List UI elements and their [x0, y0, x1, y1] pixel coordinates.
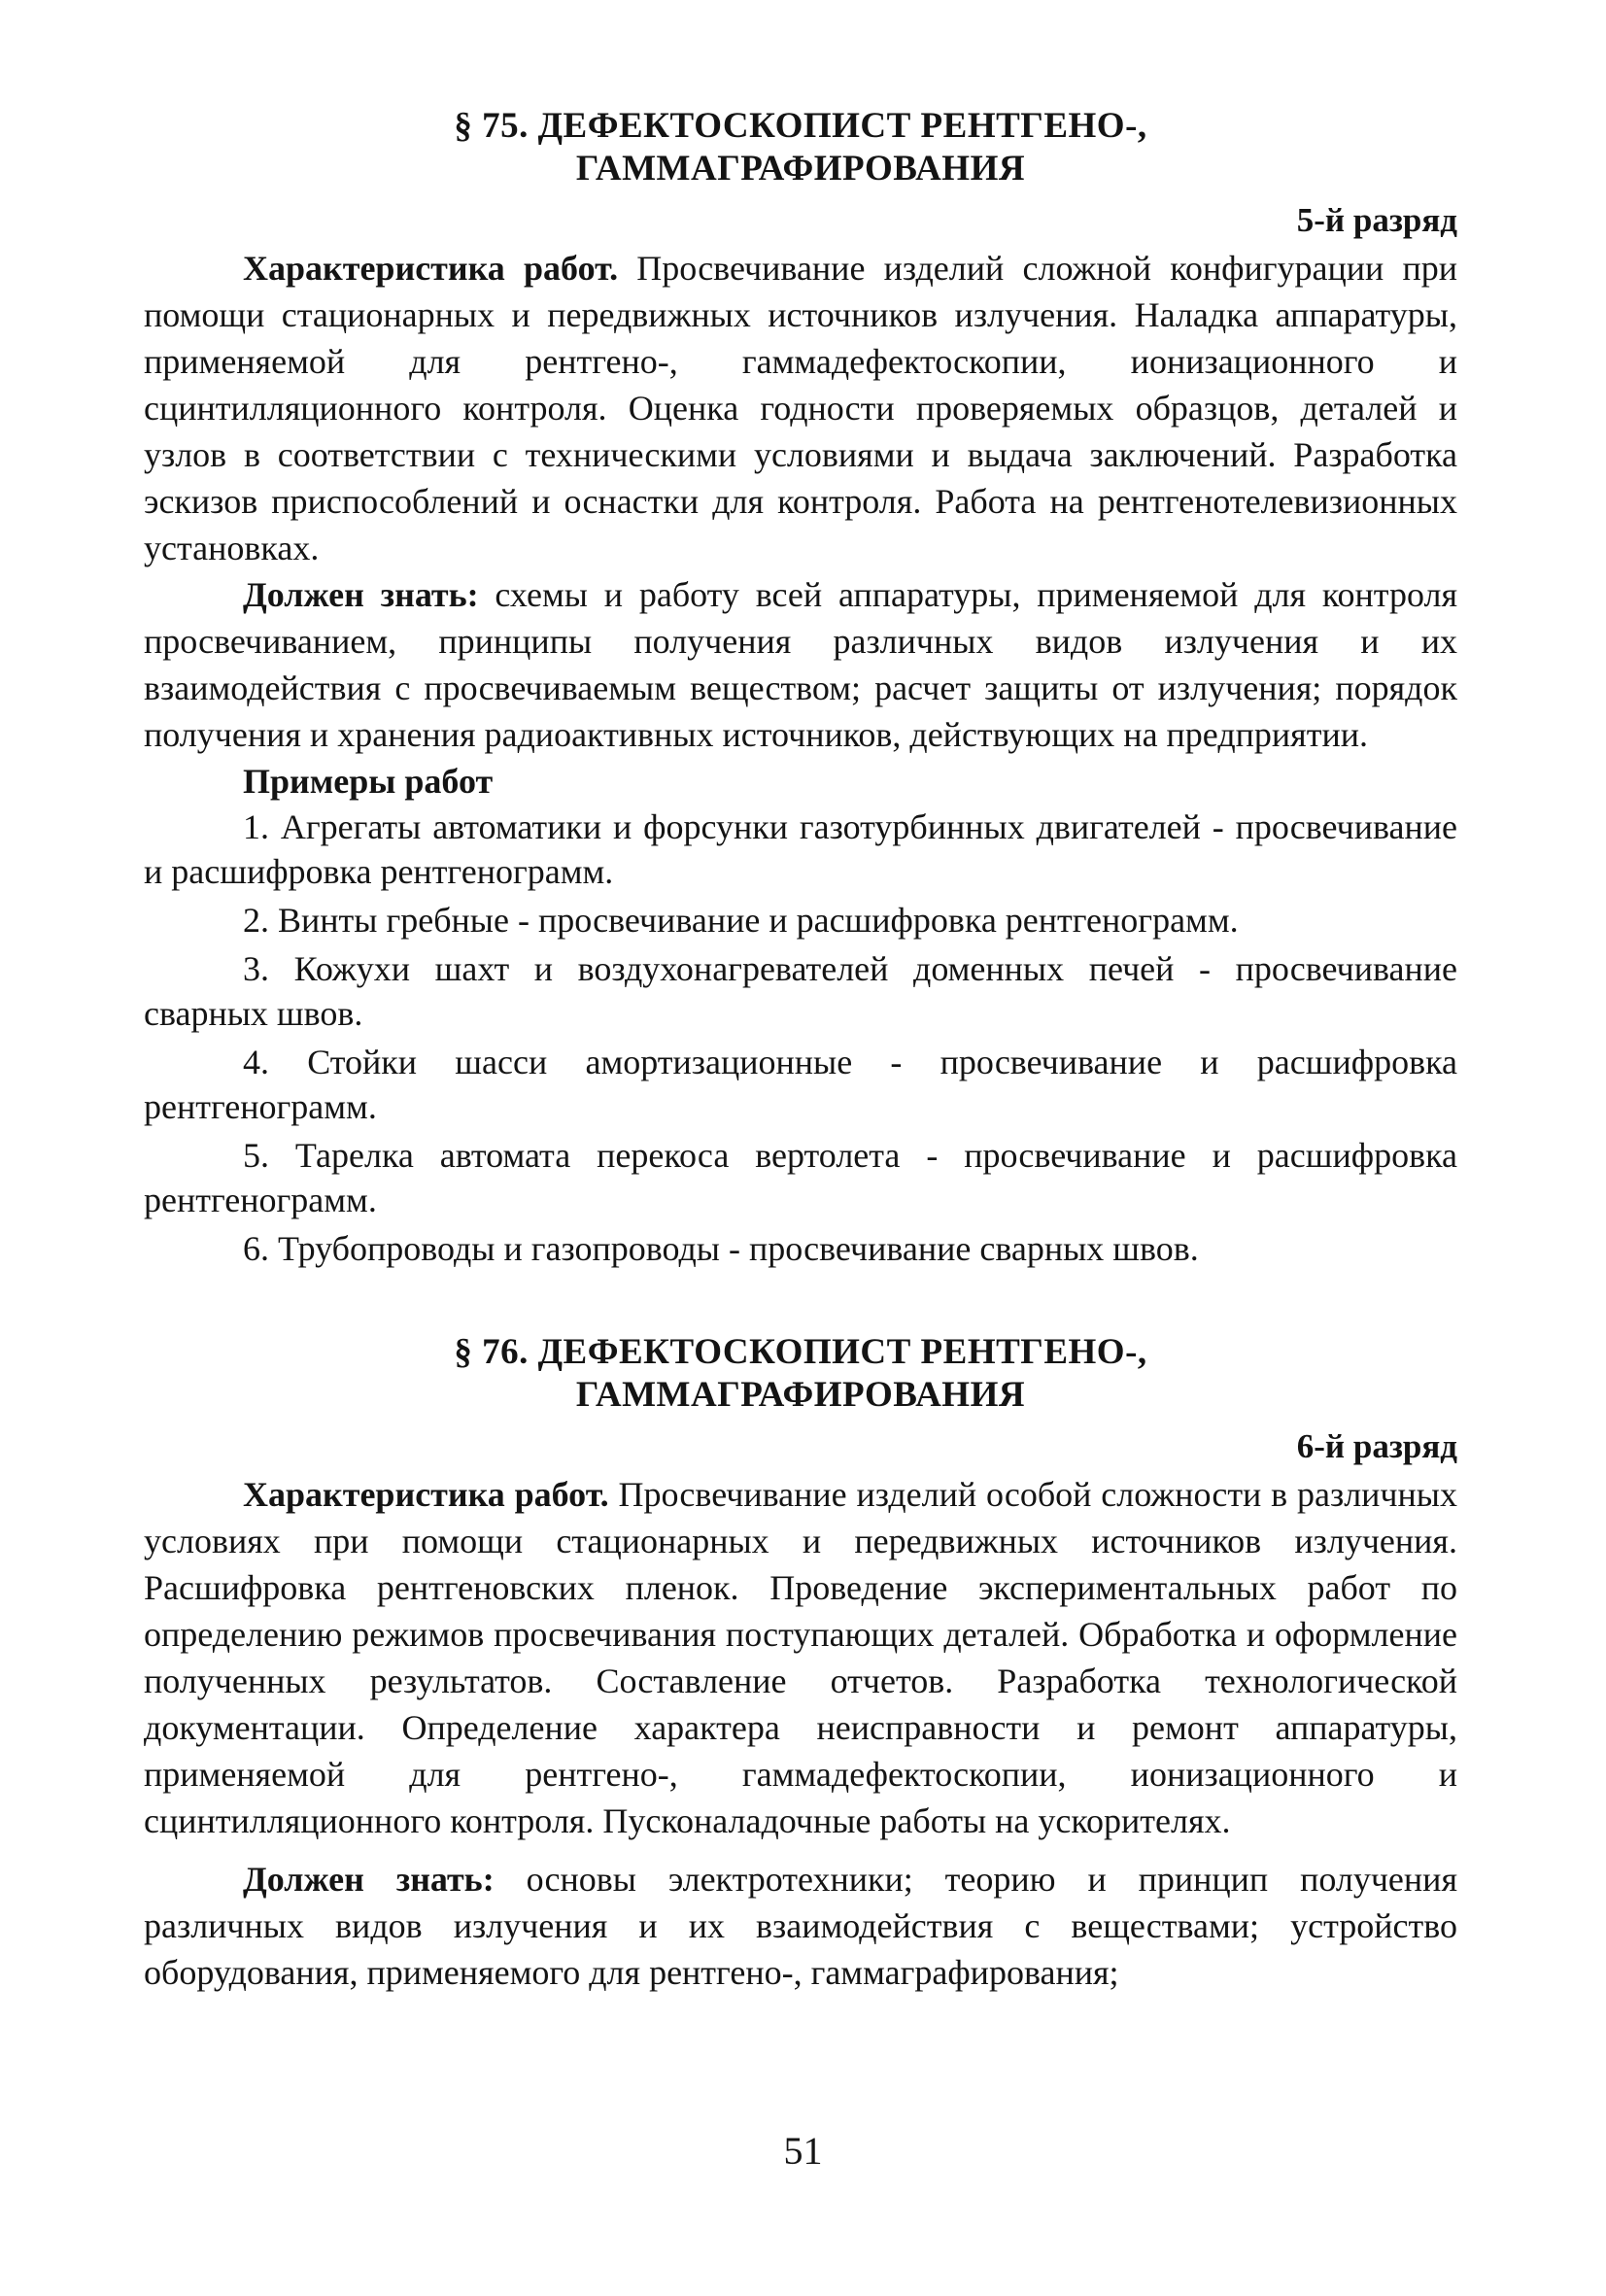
characteristic-text: Просвечивание изделий сложной конфигурации при помощи стационарных и передвижных источников излучения. Наладка аппаратуры, применяемой для рентгено-, гаммадефектоскопии, ионизационного и сцинтилляционного контроля. Оценка годности проверяемых образцов, деталей и узлов в соответствии с техническими условиями и выдача заключений. Разработка эскизов приспособлений и оснастки для контроля. Работа на рентгенотелевизионных установках. [144, 249, 1458, 567]
example-item: 4. Стойки шасси амортизационные - просвечивание и расшифровка рентгенограмм. [144, 1043, 1457, 1126]
rank-label: 5-й разряд [1296, 201, 1457, 239]
section-title-line2: ГАММАГРАФИРОВАНИЯ [575, 149, 1026, 188]
must-know-paragraph [144, 571, 1457, 758]
section-76 [144, 1331, 1457, 1996]
must-know-label: Должен знать: [243, 575, 479, 614]
characteristic-label: Характеристика работ. [243, 1475, 609, 1514]
must-know-paragraph [144, 1856, 1457, 1996]
must-know-text: схемы и работу всей аппаратуры, применяемой для контроля просвечиванием, принципы получения различных видов излучения и их взаимодействия с просвечиваемым веществом; расчет защиты от излучения; порядок получения и хранения радиоактивных источников, действующих на предприятии. [144, 575, 1457, 754]
examples-title: Примеры работ [243, 762, 494, 801]
characteristic-text: Просвечивание изделий особой сложности в различных условиях при помощи стационарных и передвижных источников излучения. Расшифровка рентгеновских пленок. Проведение экспериментальных работ по определению режимов просвечивания поступающих деталей. Обработка и оформление полученных результатов. Составление отчетов. Разработка технологической документации. Определение характера неисправности и ремонт аппаратуры, применяемой для рентгено-, гаммадефектоскопии, ионизационного и сцинтилляционного контроля. Пусконаладочные работы на ускорителях. [144, 1475, 1457, 1840]
document-page [144, 105, 1457, 1996]
rank-label: 6-й разряд [1296, 1427, 1457, 1465]
section-title-line1: § 75. ДЕФЕКТОСКОПИСТ РЕНТГЕНО-, [454, 106, 1147, 146]
characteristic-paragraph [144, 1471, 1457, 1844]
characteristic-paragraph [144, 245, 1457, 571]
must-know-text: основы электротехники; теорию и принцип получения различных видов излучения и их взаимодействия с веществами; устройство оборудования, применяемого для рентгено-, гаммаграфирования; [144, 1860, 1458, 1992]
paragraph-spacer [144, 1844, 1457, 1856]
page-number: 51 [783, 2129, 823, 2173]
section-75 [144, 105, 1457, 1271]
section-title-line1: § 76. ДЕФЕКТОСКОПИСТ РЕНТГЕНО-, [454, 1332, 1147, 1372]
example-item: 6. Трубопроводы и газопроводы - просвечивание сварных швов. [243, 1229, 1199, 1268]
example-item: 2. Винты гребные - просвечивание и расшифровка рентгенограмм. [243, 901, 1239, 940]
section-spacer [144, 1275, 1457, 1331]
example-item: 5. Тарелка автомата перекоса вертолета - просвечивание и расшифровка рентгенограмм. [144, 1136, 1457, 1219]
example-item: 3. Кожухи шахт и воздухонагревателей доменных печей - просвечивание сварных швов. [144, 949, 1457, 1033]
must-know-label: Должен знать: [243, 1860, 495, 1899]
section-title-line2: ГАММАГРАФИРОВАНИЯ [575, 1375, 1026, 1415]
example-item: 1. Агрегаты автоматики и форсунки газотурбинных двигателей - просвечивание и расшифровка рентгенограмм. [144, 807, 1457, 891]
characteristic-label: Характеристика работ. [243, 249, 619, 288]
